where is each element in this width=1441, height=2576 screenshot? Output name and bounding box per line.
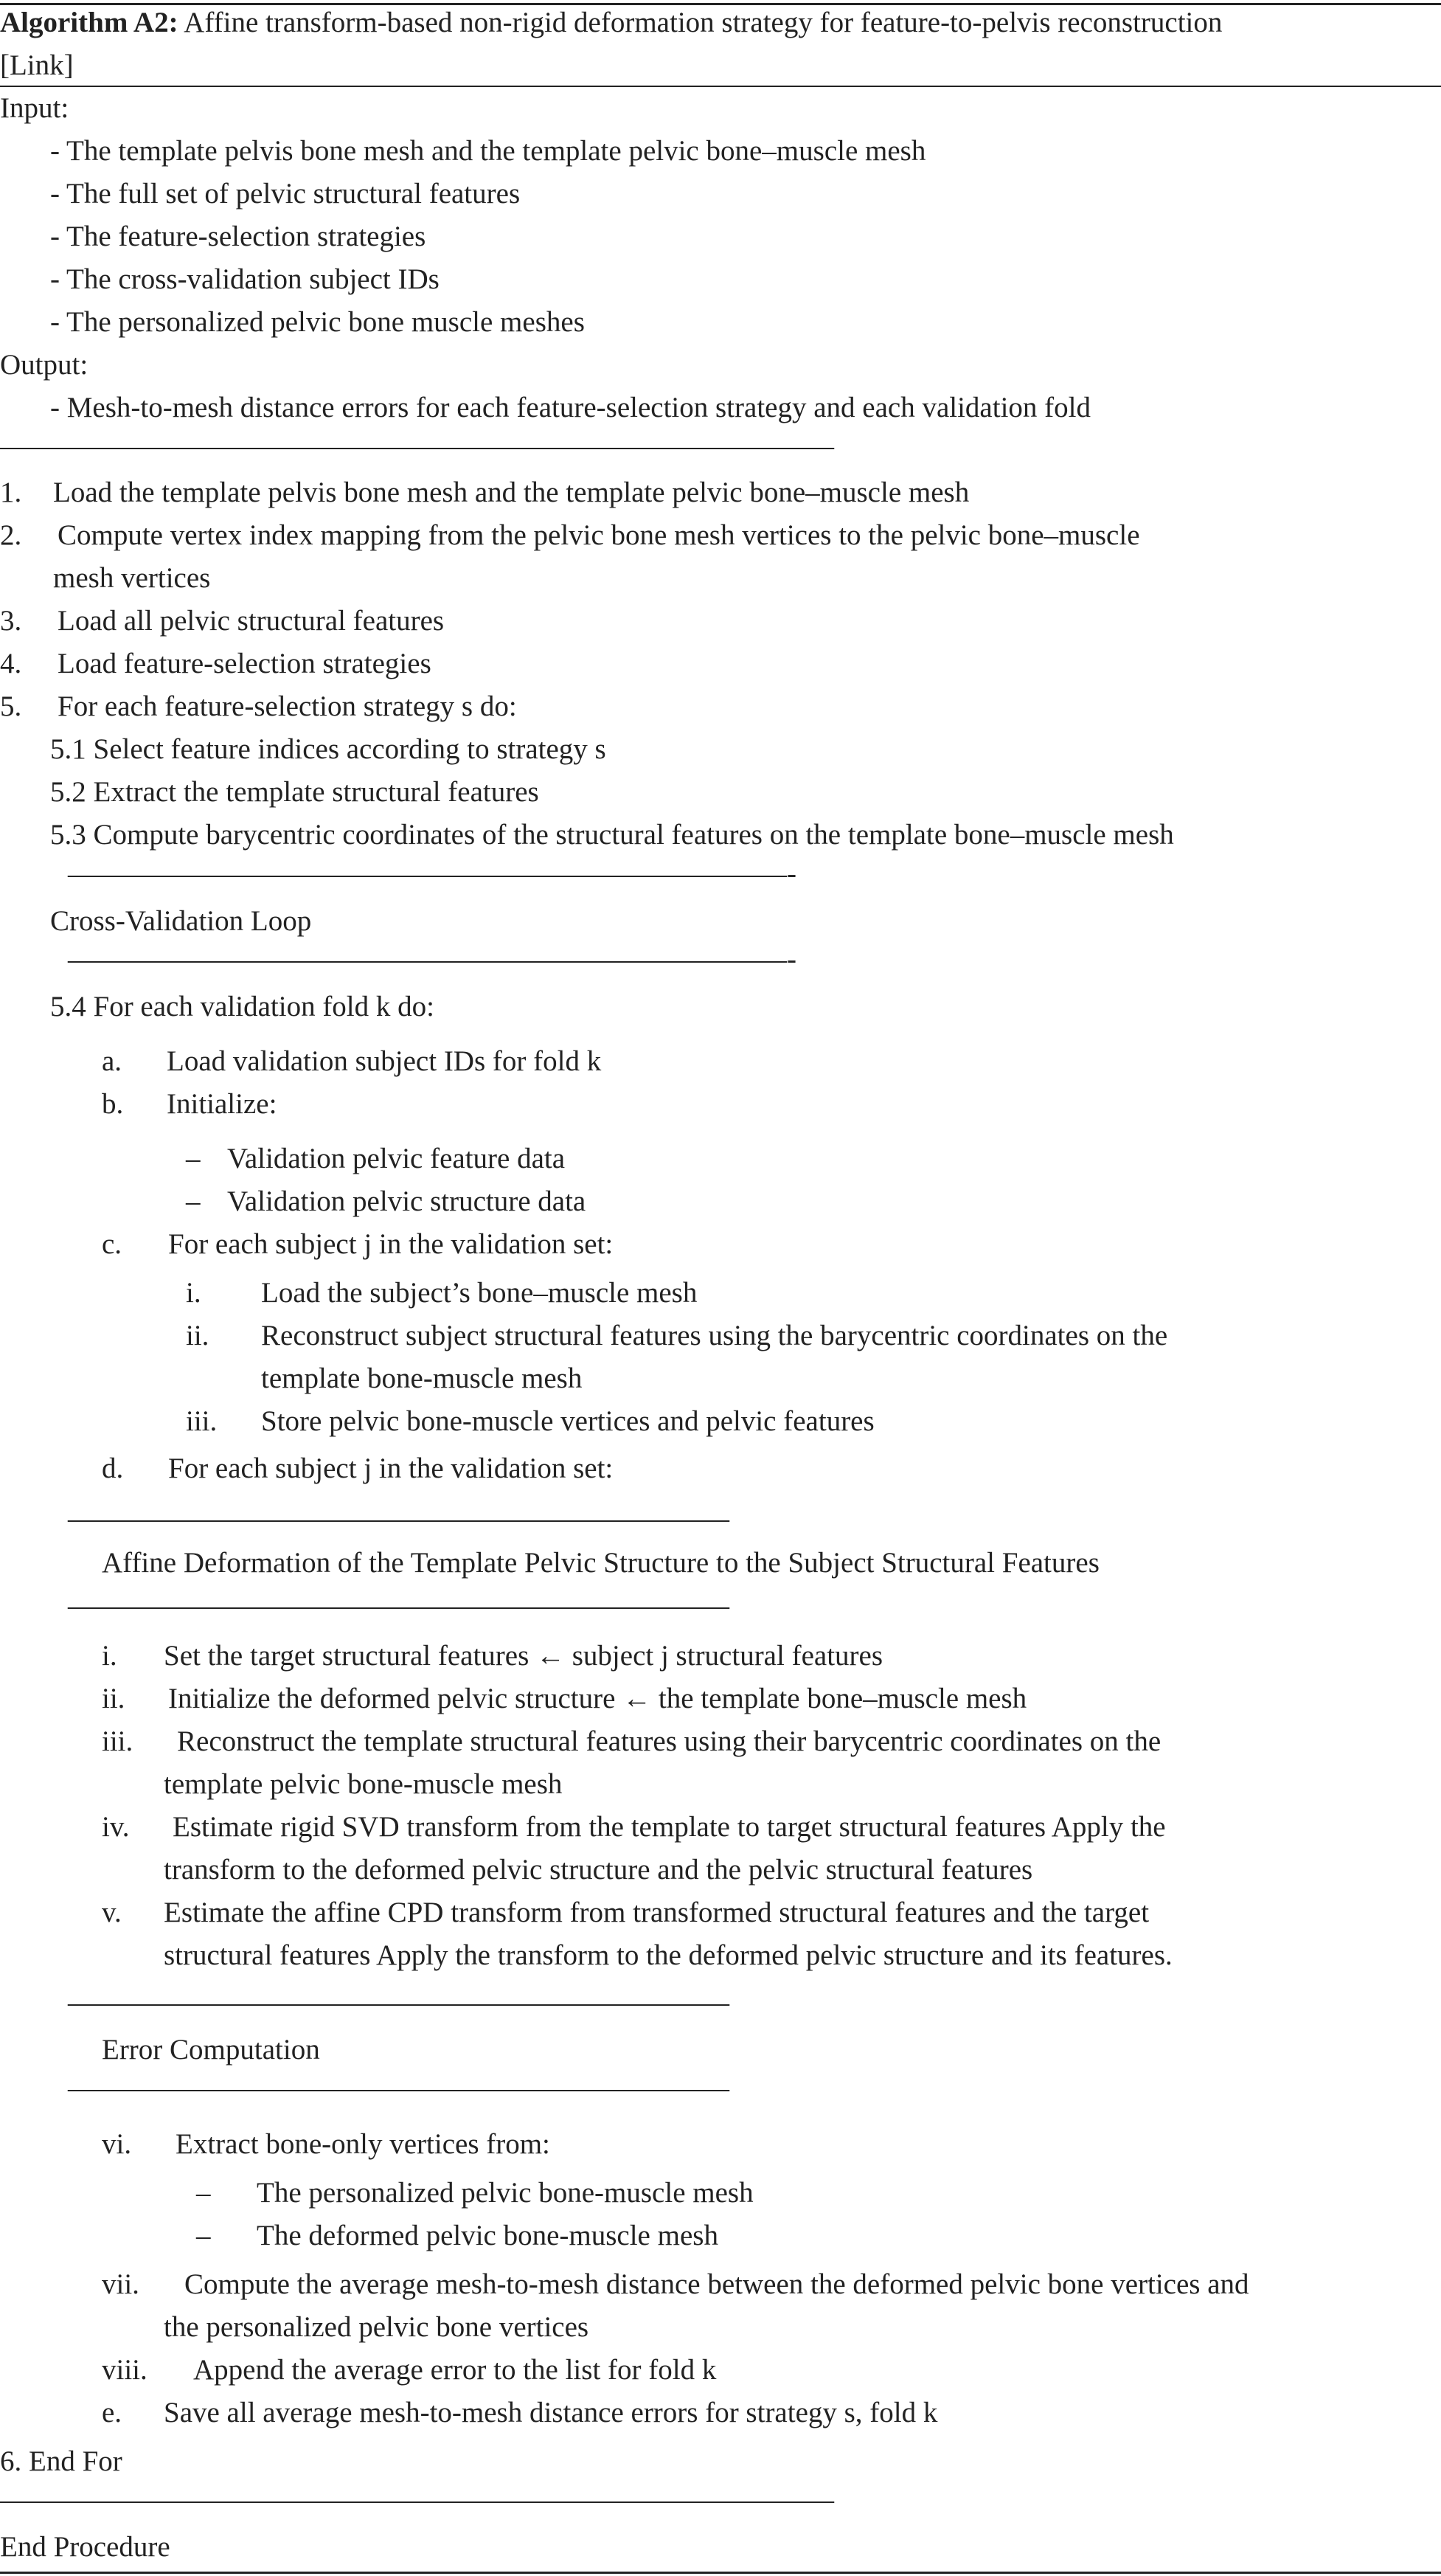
algorithm-label: Algorithm A2: [0, 7, 178, 38]
bottom-rule [0, 2572, 1441, 2574]
algorithm-link[interactable]: [Link] [0, 49, 74, 81]
header-rule [0, 86, 1441, 87]
top-rule [0, 3, 1441, 5]
algorithm-title: Affine transform-based non-rigid deformation strategy for feature-to-pelvis reconstruction [184, 7, 1223, 38]
algorithm-box: Algorithm A2: Affine transform-based non-rigid deformation strategy for feature-to-pelvis reconstruction [Link] Input: - The template pelvis bone mesh and the template pelvic bone–muscle mesh - The full set of pelvic structural features - The feature-selection strategies - The cross-validation subject IDs - The personalized pelvic bone muscle meshes Output: - Mesh-to-mesh distance errors for each feature-selection strategy and each validation fold ————————————————————————————— 1. Load the template pelvis bone mesh and the template pelvic bone–muscle mesh 2. Compute vertex index mapping from the pelvic bone mesh vertices to the pelvic bone–muscle mesh vertices 3. Load all pelvic structural features 4. Load feature-selection strategies 5. For each feature-selection strategy s do: 5.1 Select feature indices according to strategy s 5.2 Extract the template structural features 5.3 Compute barycentric coordinates of the structural features on the template bone–muscle mesh —————————————————————————- Cross-Validation Loop —————————————————————————- 5.4 For each validation fold k do: a. Load validation subject IDs for fold k b. Initialize: – Validation pelvic feature data – Validation pelvic structure data c. For each subject j in the validation set: i. Load the subject’s bone–muscle mesh ii. Reconstruct subject structural features using the barycentric coordinates on the template bone-muscle mesh iii. Store pelvic bone-muscle vertices and pelvic features d. For each subject j in the validation set: ——————————————————————— Affine Deformation of the Template Pelvic Structure to the Subject Structural Features ——————————————————————— i. Set the target structural features ← subject j structural features ii. Initialize the deformed pelvic structure ← the template bone–muscle mesh iii. Reconstruct the template structural features using their barycentric coordinates on the template pelvic bone-muscle mesh iv. Estimate rigid SVD transform from the template to target structural features Apply the transform to the deformed pelvic structure and the pelvic structural features v. Estimate the affine CPD transform from transformed structural features and the target structural features Apply the transform to the deformed pelvic structure and its features. ——————————————————————— Error Computation ——————————————————————— vi. Extract bone-only vertices from: – The personalized pelvic bone-muscle mesh – The deformed pelvic bone-muscle mesh vii. Compute the average mesh-to-mesh distance between the deformed pelvic bone vertices and the personalized pelvic bone vertices viii. Append the average error to the list for fold k e. Save all average mesh-to-mesh distance errors for strategy s, fold k 6. End For ————————————————————————————— End Procedure [0, 0, 1441, 2576]
